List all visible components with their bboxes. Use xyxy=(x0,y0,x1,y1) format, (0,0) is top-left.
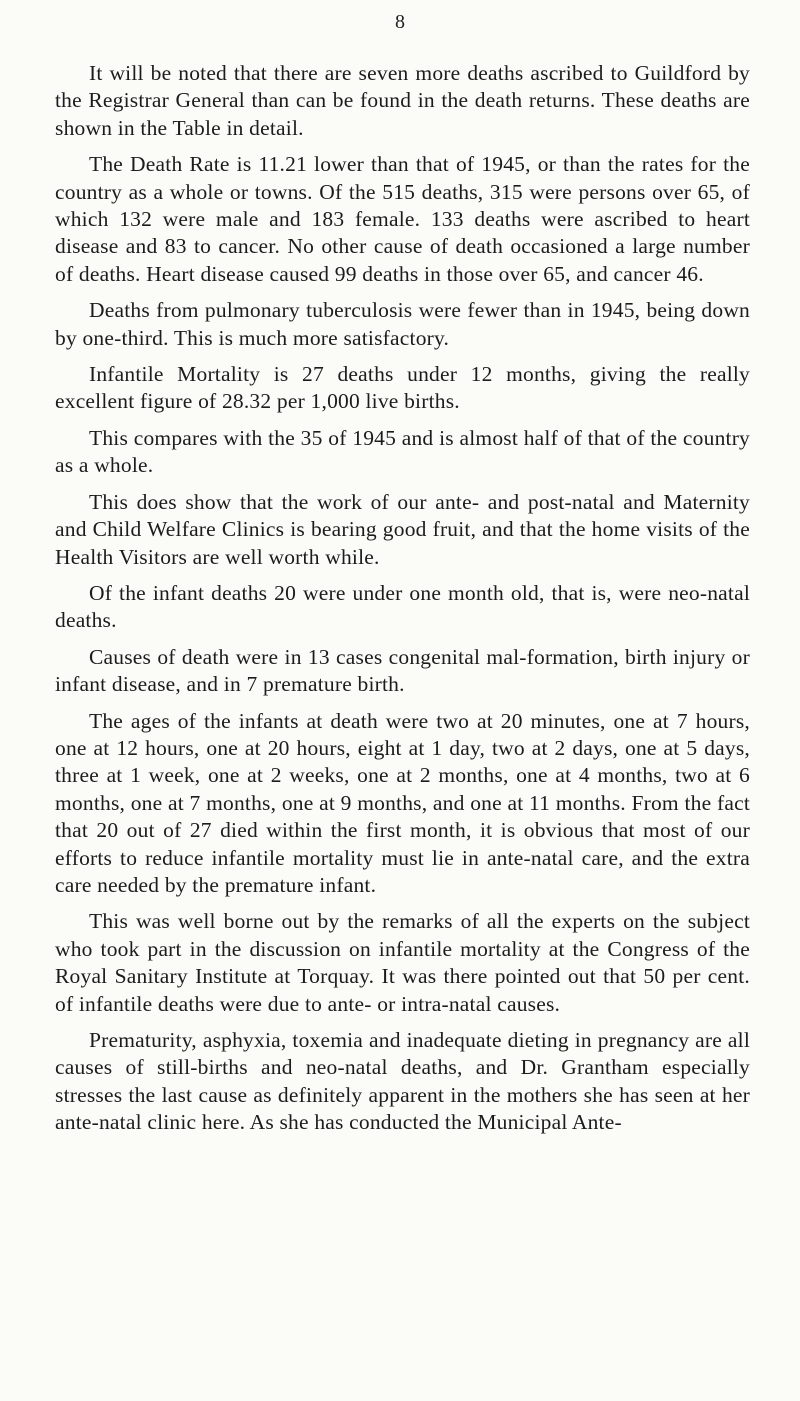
paragraph-9: The ages of the infants at death were two at 20 minutes, one at 7 hours, one at 12 hours, one at 20 hours, eight at 1 day, two at 2 days, one at 5 days, three at 1 week, one at 2 weeks, one at 2 months, one at 4 months, two at 6 months, one at 7 months, one at 9 months, and one at 11 months. From the fact that 20 out of 27 died within the first month, it is obvious that most of our efforts to reduce infantile mortality must lie in ante-natal care, and the extra care needed by the premature infant. xyxy=(55,708,750,897)
paragraph-6: This does show that the work of our ante- and post-natal and Maternity and Child Welfare Clinics is bearing good fruit, and that the home visits of the Health Visitors are well worth while. xyxy=(55,489,750,569)
paragraph-3: Deaths from pulmonary tuberculosis were fewer than in 1945, being down by one-third. This is much more satisfactory. xyxy=(55,298,750,350)
paragraph-8: Causes of death were in 13 cases congenital mal-formation, birth injury or infant disease, and in 7 premature birth. xyxy=(55,644,750,697)
paragraph-1: It will be noted that there are seven more deaths ascribed to Guildford by the Registrar General than can be found in the death returns. These deaths are shown in the Table in detail. xyxy=(55,61,750,140)
body-text xyxy=(55,60,750,1146)
paragraph-5: This compares with the 35 of 1945 and is almost half of that of the country as a whole. xyxy=(55,425,750,478)
paragraph-4: Infantile Mortality is 27 deaths under 12 months, giving the really excellent figure of 28.32 per 1,000 live births. xyxy=(55,362,750,414)
paragraph-11: Prematurity, asphyxia, toxemia and inadequate dieting in pregnancy are all causes of still-births and neo-natal deaths, and Dr. Grantham especially stresses the last cause as definitely apparent in the mothers she has seen at her ante-natal clinic here. As she has conducted the Municipal Ante- xyxy=(55,1028,750,1135)
page-number: 8 xyxy=(395,11,405,33)
paragraph-7: Of the infant deaths 20 were under one month old, that is, were neo-natal deaths. xyxy=(55,580,750,633)
paragraph-10: This was well borne out by the remarks of all the experts on the subject who took part in the discussion on infantile mortality at the Congress of the Royal Sanitary Institute at Torquay. It was there pointed out that 50 per cent. of infantile deaths were due to ante- or intra-natal causes. xyxy=(55,909,750,1016)
paragraph-2: The Death Rate is 11.21 lower than that of 1945, or than the rates for the country as a whole or towns. Of the 515 deaths, 315 were persons over 65, of which 132 were male and 183 female. 133 deaths were ascribed to heart disease and 83 to cancer. No other cause of death occasioned a large number of deaths. Heart disease caused 99 deaths in those over 65, and cancer 46. xyxy=(55,152,750,286)
